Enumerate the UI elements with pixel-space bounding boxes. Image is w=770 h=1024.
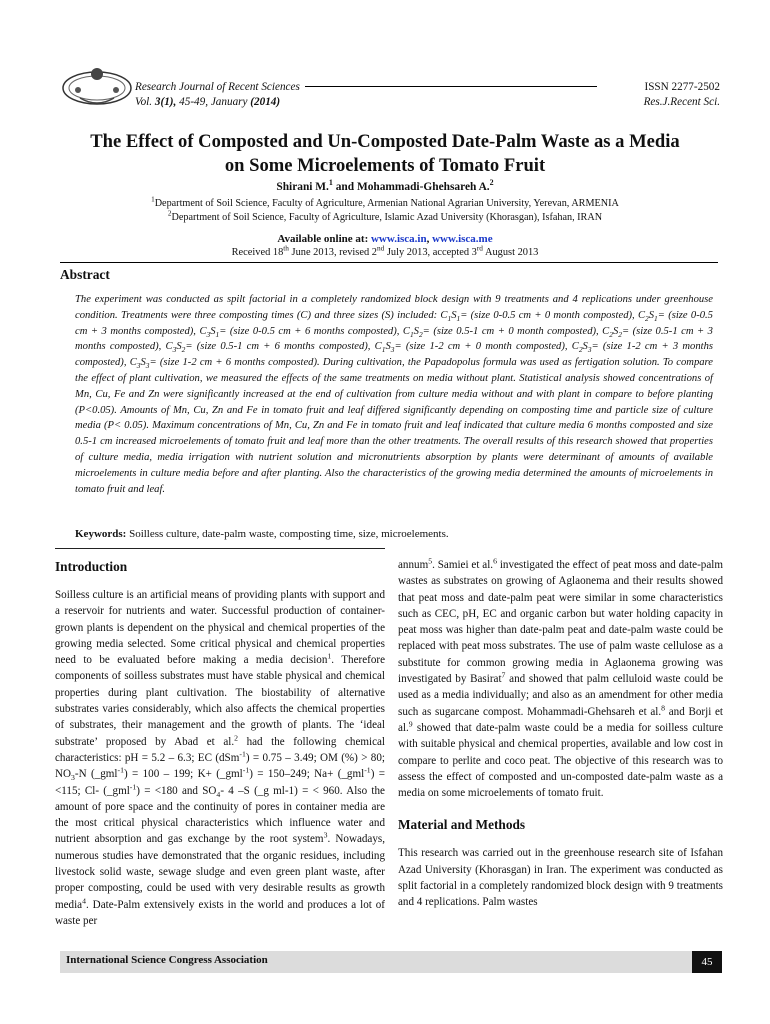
intro-heading: Introduction	[55, 559, 128, 574]
link-isca-me[interactable]: www.isca.me	[432, 233, 493, 245]
affiliation-1: $^1$Department of Soil Science, Faculty of Agriculture, Armenian National Agrarian University, Yerevan, ARMENIA	[151, 195, 619, 209]
footer-organization: International Science Congress Association	[66, 954, 268, 966]
isca-logo	[60, 64, 134, 108]
right-column	[398, 557, 723, 911]
issn: ISSN 2277-2502	[644, 81, 720, 93]
authors: Shirani M.$^1$ and Mohammadi-Ghehsareh A.$^2$	[276, 178, 494, 193]
header-rule	[305, 86, 597, 87]
intro-continued: annum$^5$. Samiei et al.$^6$ investigated the effect of peat moss and date-palm wastes as substrates on growing of Aglaonema and their results showed that peat moss and date-palm peat were similar in some characteristics such as CEC, pH, EC and organic carbon but water holding capacity in peat moss was higher than date-palm peat and date-palm waste could be replaced with peat moss substrates. The use of palm waste cellulose as a substitute for common growing media in Aglaonema growing was investigated by Basirat$^7$ and showed that palm celluloid waste could be used as a media individually; and also as an amendment for other media such as sugarcane compost. Mohammadi-Ghehsareh et al.$^8$ and Borji et al.$^9$ showed that date-palm waste could be a media for soilless culture with suitable physical and chemical properties, available and low cost in compare to perlite and coco peat. The objective of this research was to assess the effect of composted and un-composted date-palm waste as a media on some microelements of tomato fruit.	[398, 556, 723, 800]
intro-paragraph: Soilless culture is an artificial means of providing plants with support and a reservoir for nutrients and water. Successful production of container-grown plants is dependent on the physical and chemical properties of the growing media selected. Some critical physical and chemical properties need to be evaluated before making a media decision$^1$. Therefore components of soilless substrates must have stable physical and chemical properties during plant cultivation. The biostability of alternative substrates varies considerably, which also affects the chemical properties of substrates, their management and the growth of plants. The ‘ideal substrate’ proposed by Abad et al.$^2$ had the following chemical characteristics: pH = 5.2 – 6.3; EC (dSm$^{-1}$) = 0.75 – 3.49; OM (%) > 80; $NO_3-N$ (_gml$^{-1}$) = 100 – 199; K+ (_gml$^{-1}$) = 150–249; Na+ (_gml$^{-1}$) = <115; Cl- (_gml$^{-1}$) = <180 and $SO_4-$ 4 –S (_g ml-1) = < 960. Also the amount of pore space and the continuity of pores in container media are the most critical physical characteristics which influence water and nutrient absorption and gas exchange by the root system$^3$. Nowadays, numerous studies have demonstrated that the organic residues, including livestock solid waste, sewage sludge and even green plant waste, after proper composting, could be used with very desirable results as growth media$^4$. Date-Palm extensively exists in the world and produces a lot of waste per	[55, 589, 386, 927]
journal-abbr: Res.J.Recent Sci.	[643, 96, 720, 108]
section-divider	[55, 548, 385, 549]
page-number: 45	[692, 951, 722, 973]
volume-line: Vol. 3(1), 45-49, January (2014)	[135, 96, 281, 108]
available-online: Available online at: www.isca.in, www.isca.me	[277, 233, 493, 245]
methods-heading: Material and Methods	[398, 817, 526, 833]
issn-block	[644, 80, 720, 110]
affiliation-2: $^2$Department of Soil Science, Faculty of Agriculture, Islamic Azad University (Khorasgan), Isfahan, IRAN	[167, 209, 603, 223]
page-footer	[60, 951, 722, 973]
paper-title: The Effect of Composted and Un-Composted Date-Palm Waste as a Media on Some Microelements of Tomato Fruit	[90, 131, 680, 176]
keywords: Keywords: Soilless culture, date-palm waste, composting time, size, microelements.	[75, 528, 449, 540]
journal-header	[135, 80, 597, 110]
abstract-text: The experiment was conducted as spilt factorial in a completely randomized block design with 9 treatments and 4 replications under greenhouse condition. Treatments were three composting times (C) and three sizes (S) included: $C_1S_1=$ (size 0-0.5 cm + 0 month composted), $C_2S_1=$ (size 0-0.5 cm + 3 months composted), $C_3S_1=$ (size 0-0.5 cm + 6 months composted), $C_1S_2=$ (size 0.5-1 cm + 0 month composted), $C_2S_2=$ (size 0.5-1 cm + 3 months composted), $C_3S_2=$ (size 0.5-1 cm + 6 months composted), $C_1S_3=$ (size 1-2 cm + 0 month composted), $C_2S_3=$ (size 1-2 cm + 3 months composted), $C_3S_3=$ (size 1-2 cm + 6 months composted). During cultivation, the Papadopolus formula was used as fertigation solution. To compare the effect of plant cultivation, we measured the effects of the same treatments on media without plant. Statistical analysis showed concentrations of Mn, Cu, Fe and Zn were significantly increased at the end of cultivation from culture media without and with plant in compare to before planting (P<0.05). Amounts of Mn, Cu, Zn and Fe in tomato fruit and leaf differed significantly depending on composting time and particle size of culture media (P< 0.05). Maximum concentrations of Mn, Cu, Zn and Fe in tomato fruit and leaf indicated that culture media 6 months composted and size 0.5-1 cm increased microelements of tomato fruit and leaf more than the other treatments. The overall results of this research showed that properties of culture media, media irrigation with nutrient solution and micronutrients absorption by plants were determinant of amounts of available microelements in culture media before and after planting. Also the characteristics of the growing media determined the amounts of microelements in tomato fruit and leaf.	[75, 294, 713, 495]
received-dates: Received 18th June 2013, revised 2nd July 2013, accepted 3rd August 2013	[231, 244, 539, 258]
journal-name: Research Journal of Recent Sciences	[135, 81, 300, 93]
abstract-heading: Abstract	[60, 262, 718, 283]
left-column	[55, 557, 385, 929]
methods-paragraph: This research was carried out in the greenhouse research site of Isfahan Azad University (Khorasgan) in Iran. The experiment was conducted as split factorial in a completely randomized block design with 9 treatments and 4 replications. Palm wastes	[398, 847, 723, 909]
link-isca-in[interactable]: www.isca.in	[370, 233, 427, 245]
